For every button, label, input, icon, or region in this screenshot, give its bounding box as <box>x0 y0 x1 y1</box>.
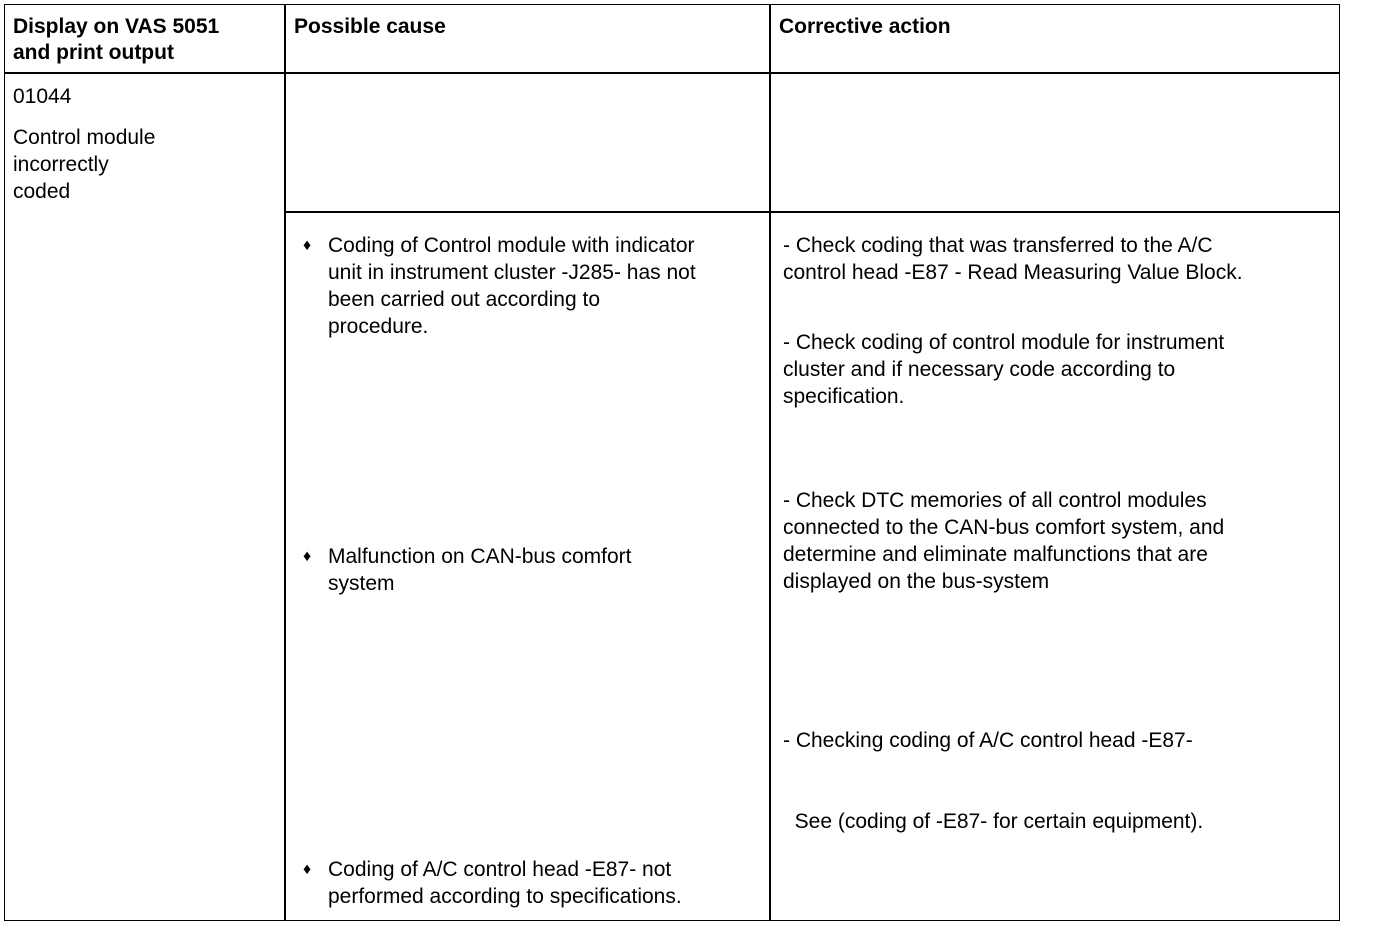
header-display-line-2: and print output <box>13 41 174 64</box>
action-3 <box>783 487 1224 595</box>
header-corrective-action: Corrective action <box>779 15 951 38</box>
action-4-line-1: - Checking coding of A/C control head -E87- <box>783 729 1193 752</box>
fault-description <box>13 124 155 205</box>
action-2 <box>783 329 1224 410</box>
action-4-line-2: See (coding of -E87- for certain equipment). <box>783 810 1204 833</box>
cause-1-line-2: unit in instrument cluster -J285- has not <box>328 261 696 284</box>
cause-3-line-2: performed according to specifications. <box>328 885 682 908</box>
cause-1-line-4: procedure. <box>328 315 429 338</box>
cause-2-line-1: Malfunction on CAN-bus comfort <box>328 545 632 568</box>
cause-3-line-1: Coding of A/C control head -E87- not <box>328 858 672 881</box>
action-2-line-1: - Check coding of control module for instrument <box>783 331 1225 354</box>
cause-1-line-1: Coding of Control module with indicator <box>328 234 695 257</box>
cause-2-bullet-icon: ♦ <box>303 548 312 565</box>
cause-2 <box>328 543 631 597</box>
action-1-line-1: - Check coding that was transferred to the A/C <box>783 234 1213 257</box>
cause-3-bullet-icon: ♦ <box>303 861 312 878</box>
row-divider <box>284 211 1340 213</box>
header-possible-cause: Possible cause <box>294 15 446 38</box>
cause-1-line-3: been carried out according to <box>328 288 601 311</box>
header-display-output <box>13 14 219 66</box>
action-2-line-2: cluster and if necessary code according to <box>783 358 1176 381</box>
cause-3 <box>328 856 682 910</box>
column-divider-1 <box>284 4 286 921</box>
fault-description-line-2: incorrectly <box>13 153 109 176</box>
header-divider <box>4 72 1340 74</box>
action-3-line-2: connected to the CAN-bus comfort system, and <box>783 516 1225 539</box>
cause-2-line-2: system <box>328 572 395 595</box>
column-divider-2 <box>769 4 771 921</box>
action-4 <box>783 673 1203 862</box>
fault-description-line-3: coded <box>13 180 71 203</box>
action-3-line-4: displayed on the bus-system <box>783 570 1050 593</box>
cause-1 <box>328 232 696 340</box>
action-3-line-3: determine and eliminate malfunctions that are <box>783 543 1208 566</box>
fault-code: 01044 <box>13 85 72 108</box>
action-1 <box>783 232 1243 286</box>
action-1-line-2: control head -E87 - Read Measuring Value Block. <box>783 261 1243 284</box>
header-display-line-1: Display on VAS 5051 <box>13 15 220 38</box>
action-3-line-1: - Check DTC memories of all control modules <box>783 489 1207 512</box>
cause-1-bullet-icon: ♦ <box>303 237 312 254</box>
action-2-line-3: specification. <box>783 385 905 408</box>
fault-description-line-1: Control module <box>13 126 156 149</box>
